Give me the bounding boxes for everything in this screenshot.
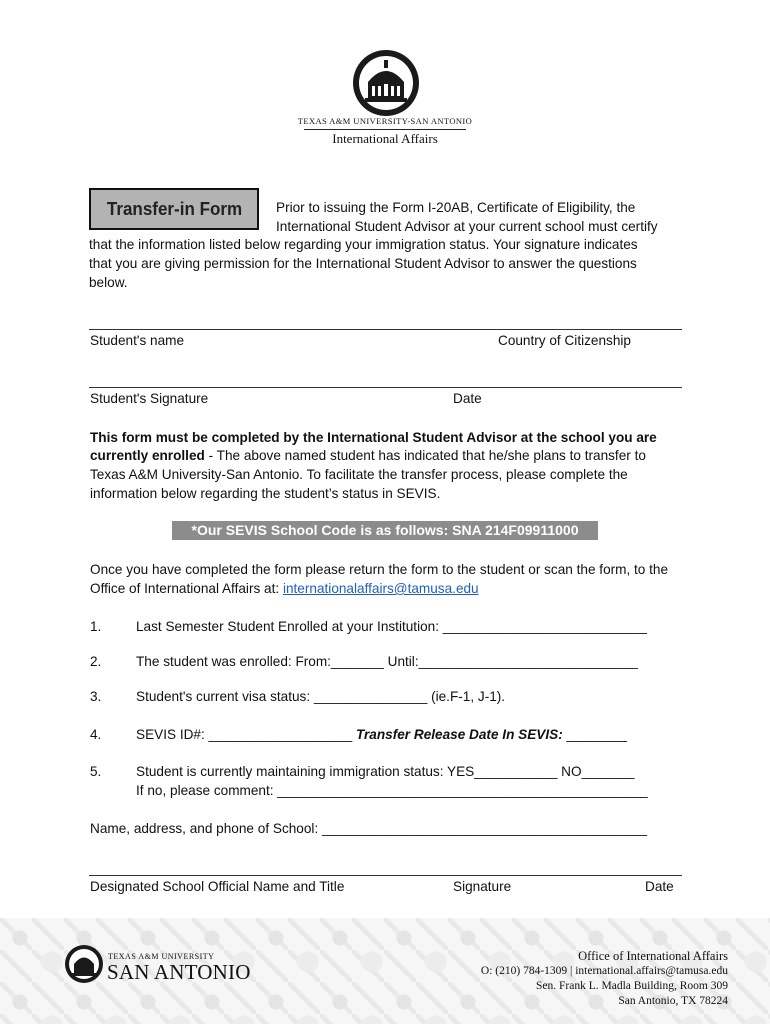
header-department: International Affairs [332, 131, 438, 146]
footer-building: Sen. Frank L. Madla Building, Room 309 [536, 980, 728, 992]
question-2-number: 2. [90, 654, 102, 669]
official-signature-rule[interactable] [89, 875, 682, 876]
question-3-text[interactable]: Student's current visa status: _______________ (ie.F-1, J-1). [136, 689, 506, 704]
footer-office: Office of International Affairs [578, 949, 728, 963]
question-1-text[interactable]: Last Semester Student Enrolled at your Institution: ___________________________ [136, 619, 647, 634]
intro-line-3: that the information listed below regarding your immigration status. Your signature indicates [89, 237, 638, 252]
question-5-number: 5. [90, 764, 102, 779]
form-title-text: Transfer-in Form [106, 198, 242, 219]
footer-university-small: TEXAS A&M UNIVERSITY [108, 952, 215, 961]
question-4-number: 4. [90, 727, 102, 742]
footer-contact: O: (210) 784-1309 | international.affairs@tamusa.edu [480, 965, 728, 977]
instructions-line-4: information below regarding the student’s status in SEVIS. [90, 486, 441, 501]
intro-line-1: Prior to issuing the Form I-20AB, Certificate of Eligibility, the [276, 200, 636, 215]
sevis-code-banner: *Our SEVIS School Code is as follows: SNA 214F09911000 [172, 521, 598, 540]
instructions-line-3: Texas A&M University-San Antonio. To facilitate the transfer process, please complete the [90, 467, 628, 482]
question-2-text[interactable]: The student was enrolled: From:_______ Until:_____________________________ [136, 654, 638, 669]
instructions-line-2 [90, 446, 646, 465]
return-note-line-1: Once you have completed the form please return the form to the student or scan the form, to the [90, 562, 669, 577]
university-seal-icon [351, 48, 421, 118]
footer-university-big: SAN ANTONIO [107, 960, 251, 984]
question-1-number: 1. [90, 619, 102, 634]
student-name-rule[interactable] [89, 329, 682, 330]
form-title [89, 188, 259, 230]
footer-seal-icon [64, 944, 104, 984]
official-signature-label: Signature [453, 879, 512, 894]
question-5-comment[interactable]: If no, please comment: _________________________________________________ [136, 783, 648, 798]
header-divider [304, 129, 466, 130]
intro-line-5: below. [89, 275, 128, 290]
return-note-prefix: Office of International Affairs at: [90, 581, 283, 596]
question-5-text[interactable]: Student is currently maintaining immigration status: YES___________ NO_______ [136, 764, 635, 779]
official-date-label: Date [645, 879, 674, 894]
intro-line-2: International Student Advisor at your current school must certify [276, 219, 658, 234]
instructions-bold-fragment: currently enrolled [90, 448, 205, 463]
question-4-text[interactable] [136, 725, 627, 744]
email-link[interactable]: internationalaffairs@tamusa.edu [282, 581, 479, 596]
return-note-line-2 [90, 579, 479, 598]
intro-line-4: that you are giving permission for the International Student Advisor to answer the questions [89, 256, 637, 271]
question-3-number: 3. [90, 689, 102, 704]
student-name-label: Student's name [90, 333, 185, 348]
question-4-sevis-id: SEVIS ID#: ___________________ [136, 727, 356, 742]
instructions-line-2-rest: - The above named student has indicated that he/she plans to transfer to [204, 448, 646, 463]
school-info-line[interactable]: Name, address, and phone of School: ___________________________________________ [90, 821, 648, 836]
question-4-release-date-label: Transfer Release Date In SEVIS: [355, 727, 563, 742]
footer-city: San Antonio, TX 78224 [618, 995, 728, 1007]
student-signature-label: Student's Signature [90, 391, 209, 406]
header-university-name: TEXAS A&M UNIVERSITY-SAN ANTONIO [297, 116, 473, 126]
instructions-bold-line: This form must be completed by the International Student Advisor at the school you are [90, 430, 657, 445]
question-4-release-date-blank: ________ [562, 727, 627, 742]
country-label: Country of Citizenship [498, 333, 631, 348]
student-signature-rule[interactable] [89, 387, 682, 388]
official-name-title-label: Designated School Official Name and Title [90, 879, 345, 894]
student-date-label: Date [453, 391, 482, 406]
